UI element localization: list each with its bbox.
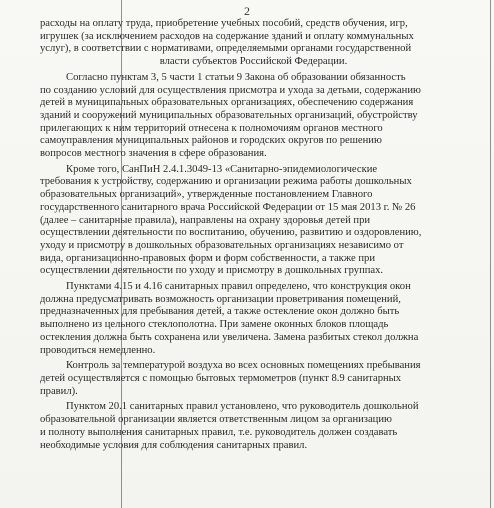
text-line: по созданию условий для осуществления присмотра и ухода за детьми, содержанию	[40, 84, 421, 96]
text-line: детей осуществляется с помощью бытовых термометров (пункт 8.9 санитарных	[40, 372, 402, 384]
text-line: Кроме того, СанПиН 2.4.1.3049-13 «Санитарно-эпидемиологические	[66, 163, 378, 175]
text-line: государственного санитарного врача Российской Федерации от 15 мая 2013 г. № 26	[40, 201, 416, 213]
text-line: (далее – санитарные правила), направлены на охрану здоровья детей при	[40, 214, 371, 226]
text-line: самоуправления муниципальных районов и городских округов по решению	[40, 135, 382, 147]
text-line: детей в муниципальных образовательных организациях, обеспечению содержания	[40, 97, 414, 109]
text-line: зданий и сооружений муниципальных образовательных организаций, обустройству	[40, 109, 418, 121]
text-line: уходу и присмотру в дошкольных образовательных организациях независимо от	[40, 239, 404, 251]
text-line: вопросов местного значения в сфере образования.	[40, 148, 267, 160]
document-body	[40, 18, 467, 455]
text-line: и полноту выполнения санитарных правил, т.е. руководитель должен создавать	[40, 426, 398, 438]
paragraph-4	[40, 281, 467, 357]
scan-line-right	[490, 0, 491, 508]
text-line: вида, организационно-правовых форм и форм собственности, а также при	[40, 252, 375, 264]
paragraph-3	[40, 164, 467, 278]
text-line: проводиться немедленно.	[40, 344, 156, 356]
paragraph-5	[40, 360, 467, 398]
text-line: должна предусматривать возможность организации проветривания помещений,	[40, 293, 401, 305]
text-line: необходимые условия для соблюдения санитарных правил.	[40, 439, 308, 451]
text-line: прилегающих к ним территорий отнесена к полномочиям органов местного	[40, 122, 383, 134]
paragraph-6	[40, 401, 467, 452]
text-line: предназначенных для пребывания детей, а также остекление окон должно быть	[40, 306, 400, 318]
text-line: осуществлении деятельности по уходу и присмотру в дошкольных группах.	[40, 265, 384, 277]
text-line: Пунктом 20.1 санитарных правил установлено, что руководитель дошкольной	[66, 401, 419, 413]
text-line: расходы на оплату труда, приобретение учебных пособий, средств обучения, игр,	[40, 18, 408, 29]
text-line: Контроль за температурой воздуха во всех основных помещениях пребывания	[66, 360, 421, 372]
text-line: правил).	[40, 385, 78, 397]
text-line: остекления должна быть сохранена или увеличена. Замена разбитых стекол должна	[40, 331, 419, 343]
paragraph-1	[40, 18, 467, 69]
text-line: Пунктами 4.15 и 4.16 санитарных правил определено, что конструкция окон	[66, 281, 411, 293]
text-line: образовательных организаций», утвержденные постановлением Главного	[40, 189, 373, 201]
text-line: игрушек (за исключением расходов на содержание зданий и оплату коммунальных	[40, 30, 414, 42]
text-line: осуществлении деятельности по воспитанию, обучению, развитию и оздоровлению,	[40, 227, 422, 239]
text-line: услуг), в соответствии с нормативами, определяемыми органами государственной	[40, 43, 412, 55]
paragraph-2	[40, 72, 467, 161]
text-line: выполнено из цельного стеклополотна. При замене оконных блоков площадь	[40, 319, 389, 331]
text-line: Согласно пунктам 3, 5 части 1 статьи 9 Закона об образовании обязанность	[66, 71, 406, 83]
text-line: требования к устройству, содержанию и организации режима работы дошкольных	[40, 176, 412, 188]
text-line: власти субъектов Российской Федерации.	[159, 56, 348, 68]
page-number: 2	[244, 4, 250, 18]
text-line: образовательной организации является ответственным лицом за организацию	[40, 414, 392, 426]
